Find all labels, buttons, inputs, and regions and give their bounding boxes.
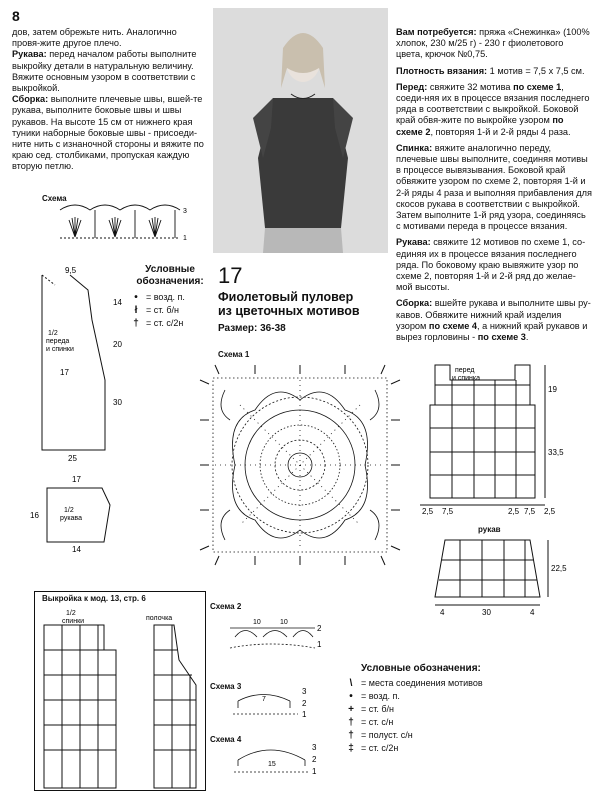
svg-text:10: 10: [280, 619, 288, 626]
model-number: 17: [218, 263, 243, 288]
sleeve-dim-4-b: 4: [530, 608, 535, 617]
small-scheme-row-1: 1: [183, 235, 187, 242]
model-title: Фиолетовый пуловер из цветочных мотивов: [218, 290, 360, 318]
scheme3-label: Схема 3: [210, 682, 242, 691]
assembly-paragraph: Сборка: выполните плечевые швы, вшей-те рукава, выполните боковые швы и швы рукавов. На высоте 15 см от нижнего края туники наборные боковые швы - присоеди-ните нить с изнаночной стороны и вяжите по краю сед. столбиками, пропуская каждую вторую петлю.: [12, 94, 204, 172]
sleeves-paragraph: Рукава: свяжите 12 мотивов по схеме 1, со-единяя их в процессе вязания последнего ряда. По боковому краю вывяжите узор по схеме 2, повторяя 1-й и 2-й ряд до желае-мой высоты.: [396, 237, 586, 293]
right-dim-2-5-a: 2,5: [422, 507, 434, 516]
right-sleeve-label: рукав: [478, 525, 501, 534]
svg-text:1: 1: [317, 640, 322, 649]
scheme2-label: Схема 2: [210, 602, 242, 611]
right-dim-2-5-c: 2,5: [544, 507, 556, 516]
right-column-text: [396, 27, 592, 343]
right-front-back-pattern: [420, 360, 590, 520]
sleeve-dim-22-5: 22,5: [551, 564, 567, 573]
right-front-label-2: и спинка: [452, 375, 481, 382]
right-dim-33-5: 33,5: [548, 448, 564, 457]
back-paragraph: Спинка: вяжите аналогично переду, плечевые швы выполните, соединяя мотивы в процессе вывязывания. Боковой край обвяжите узором по схеме 2, повторяя 1-й и 2-й ряды 4 раза и выполняя прибавления для скосов рукава в соответствии с выкройкой. Затем выполните 1-й ряд узора, соединяясь с мотивами переда в процессе вязания.: [396, 142, 592, 232]
svg-text:1/2рукава: 1/2 рукава: [60, 507, 82, 522]
sleeve-dim-14: 14: [72, 545, 81, 554]
top-legend-item: • = возд. п.: [130, 291, 220, 304]
svg-text:1: 1: [302, 710, 307, 719]
dim-25: 25: [68, 454, 77, 463]
right-dim-7-5-a: 7,5: [442, 507, 454, 516]
left-column-text: [12, 27, 207, 173]
front-back-pattern: [30, 265, 140, 465]
assembly-right-paragraph: Сборка: вшейте рукава и выполните швы ру-кавов. Обвяжите нижний край изделия узором по схеме 4, а нижний край рукавов и вырез горловины - по схеме 3.: [396, 298, 591, 343]
scheme2-diagram: [225, 612, 330, 657]
svg-text:3: 3: [312, 743, 317, 752]
bottom-legend-item: + = ст. б/н: [345, 703, 505, 716]
single-crochet-icon: +: [348, 704, 354, 715]
bottom-legend: [345, 663, 505, 755]
dot-icon: •: [134, 292, 138, 303]
dim-14: 14: [113, 298, 122, 307]
model-photo: [213, 8, 388, 253]
bottom-pattern-title: Выкройка к мод. 13, стр. 6: [42, 594, 146, 603]
sleeve-dim-4-a: 4: [440, 608, 445, 617]
top-legend: [130, 264, 220, 330]
bottom-front-label: полочка: [146, 615, 173, 622]
half-double-crochet-icon: †: [348, 730, 354, 741]
right-dim-7-5-b: 7,5: [524, 507, 536, 516]
bottom-legend-item: † = ст. с/н: [345, 716, 505, 729]
top-legend-title: Условные обозначения:: [136, 264, 204, 287]
right-dim-19: 19: [548, 385, 557, 394]
svg-text:1/2спинки: 1/2 спинки: [62, 610, 85, 625]
svg-text:2: 2: [312, 755, 317, 764]
bottom-legend-item: • = возд. п.: [345, 690, 505, 703]
top-legend-item: ł = ст. б/н: [130, 304, 220, 317]
svg-text:3: 3: [302, 687, 307, 696]
dim-20: 20: [113, 340, 122, 349]
svg-text:2: 2: [317, 624, 322, 633]
intro-paragraph: дов, затем обрежьте нить. Аналогично провя-жите другое плечо.: [12, 27, 177, 49]
model-size: Размер: 36-38: [218, 323, 286, 334]
left-sleeve-pattern: [22, 470, 122, 555]
sleeve-paragraph: Рукава: перед началом работы выполните выкройку детали в натуральную величину. Вяжите основным узором в соответствии с выкройкой.: [12, 49, 197, 94]
right-dim-2-5-b: 2,5: [508, 507, 520, 516]
dim-17: 17: [60, 368, 69, 377]
svg-text:7: 7: [262, 696, 266, 703]
materials-paragraph: Вам потребуется: пряжа «Снежинка» (100% хлопок, 230 м/25 г) - 230 г фиолетового цвета, крючок №0,75.: [396, 27, 590, 60]
density-paragraph: Плотность вязания: 1 мотив = 7,5 х 7,5 см.: [396, 65, 585, 76]
top-legend-item: † = ст. с/2н: [130, 317, 220, 330]
front-back-label: 1/2 переда и спинки: [46, 330, 74, 353]
bottom-legend-item: \ = места соединения мотивов: [345, 677, 505, 690]
scheme1-label: Схема 1: [218, 350, 250, 359]
sleeve-dim-30: 30: [482, 608, 491, 617]
right-sleeve-pattern: [430, 535, 590, 620]
scheme1-motif-diagram: [195, 360, 405, 570]
scheme4-diagram: [230, 740, 325, 780]
right-front-label-1: перед: [455, 367, 475, 374]
treble-crochet-icon: ‡: [348, 743, 354, 754]
dim-top: 9,5: [65, 266, 77, 275]
double-crochet-icon: †: [348, 717, 354, 728]
sleeve-dim-17: 17: [72, 475, 81, 484]
svg-text:1: 1: [312, 767, 317, 776]
sleeve-dim-16: 16: [30, 511, 39, 520]
dot-icon: •: [349, 691, 353, 702]
front-paragraph: Перед: свяжите 32 мотива по схеме 1, соеди-няя их в процессе вязания последнего ряда в соответствии с выкройкой. Боковой край обвя-жите по выкройке узором по схеме 2, повторяя 1-й и 2-й ряды 4 раза.: [396, 81, 590, 137]
svg-text:2: 2: [302, 699, 307, 708]
bottom-legend-item: ‡ = ст. с/2н: [345, 742, 505, 755]
joining-point-icon: \: [349, 678, 353, 689]
double-crochet-icon: †: [133, 318, 139, 329]
svg-text:15: 15: [268, 761, 276, 768]
dim-30: 30: [113, 398, 122, 407]
model-figure-illustration: [213, 8, 388, 253]
page-number: 8: [12, 8, 20, 24]
small-scheme-label: Схема: [42, 194, 67, 203]
bottom-pattern-grids: [34, 600, 206, 790]
small-scheme-diagram: [55, 200, 185, 245]
svg-text:10: 10: [253, 619, 261, 626]
single-crochet-icon: ł: [134, 305, 138, 316]
small-scheme-row-3: 3: [183, 208, 187, 215]
scheme3-diagram: [228, 686, 313, 726]
scheme4-label: Схема 4: [210, 735, 242, 744]
bottom-legend-item: † = полуст. с/н: [345, 729, 505, 742]
bottom-legend-title: Условные обозначения:: [361, 663, 481, 674]
